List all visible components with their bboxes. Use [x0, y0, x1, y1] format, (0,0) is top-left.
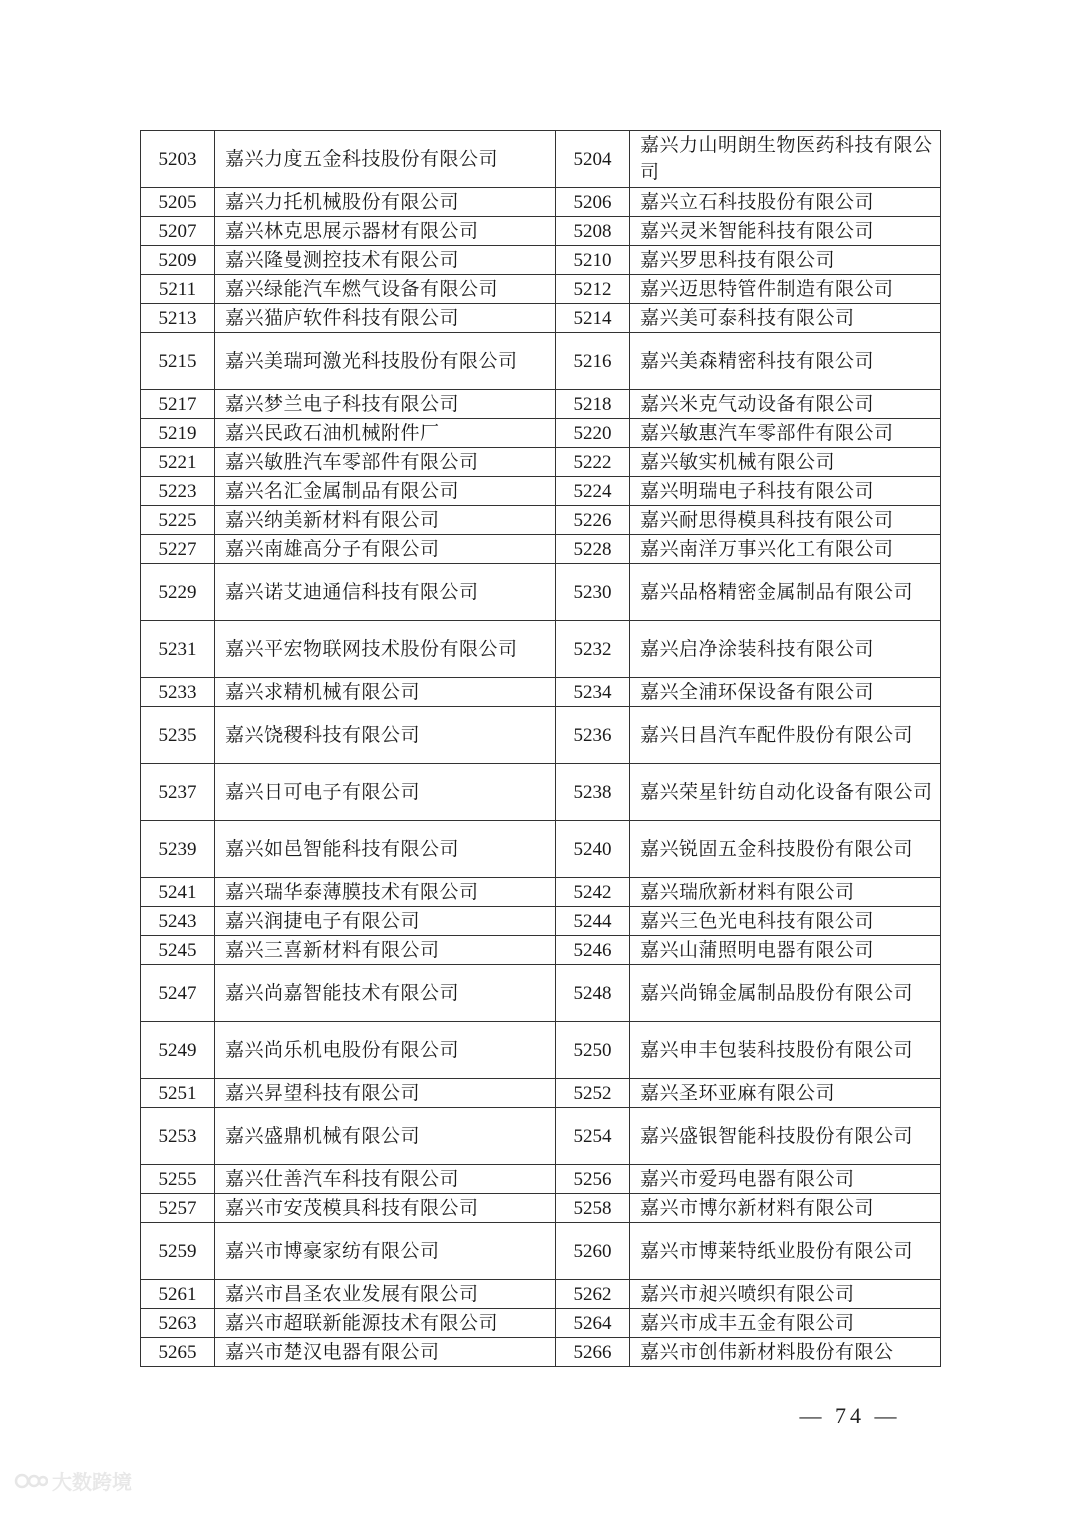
table-row [141, 217, 941, 246]
table-row [141, 333, 941, 390]
company-name-right: 嘉兴南洋万事兴化工有限公司 [630, 535, 941, 564]
company-name-right: 嘉兴美可泰科技有限公司 [630, 304, 941, 333]
row-number-left: 5205 [141, 188, 215, 217]
row-number-left: 5239 [141, 821, 215, 878]
company-name-left: 嘉兴润捷电子有限公司 [215, 907, 556, 936]
company-name-right: 嘉兴市博莱特纸业股份有限公司 [630, 1223, 941, 1280]
company-name-right: 嘉兴力山明朗生物医药科技有限公司 [630, 131, 941, 188]
row-number-left: 5259 [141, 1223, 215, 1280]
row-number-right: 5216 [556, 333, 630, 390]
company-name-left: 嘉兴名汇金属制品有限公司 [215, 477, 556, 506]
company-name-right: 嘉兴瑞欣新材料有限公司 [630, 878, 941, 907]
row-number-left: 5257 [141, 1194, 215, 1223]
company-name-left: 嘉兴猫庐软件科技有限公司 [215, 304, 556, 333]
row-number-right: 5254 [556, 1108, 630, 1165]
table-row [141, 477, 941, 506]
company-name-right: 嘉兴市博尔新材料有限公司 [630, 1194, 941, 1223]
company-name-left: 嘉兴纳美新材料有限公司 [215, 506, 556, 535]
company-name-right: 嘉兴圣环亚麻有限公司 [630, 1079, 941, 1108]
company-name-right: 嘉兴罗思科技有限公司 [630, 246, 941, 275]
company-name-right: 嘉兴锐固五金科技股份有限公司 [630, 821, 941, 878]
company-name-right: 嘉兴启净涂装科技有限公司 [630, 621, 941, 678]
row-number-right: 5264 [556, 1309, 630, 1338]
company-name-left: 嘉兴如邑智能科技有限公司 [215, 821, 556, 878]
row-number-left: 5235 [141, 707, 215, 764]
company-name-left: 嘉兴敏胜汽车零部件有限公司 [215, 448, 556, 477]
row-number-left: 5265 [141, 1338, 215, 1367]
table-row [141, 419, 941, 448]
table-row [141, 188, 941, 217]
table-row [141, 448, 941, 477]
row-number-right: 5262 [556, 1280, 630, 1309]
company-name-left: 嘉兴求精机械有限公司 [215, 678, 556, 707]
company-name-left: 嘉兴尚嘉智能技术有限公司 [215, 965, 556, 1022]
row-number-left: 5237 [141, 764, 215, 821]
row-number-left: 5203 [141, 131, 215, 188]
company-name-left: 嘉兴尚乐机电股份有限公司 [215, 1022, 556, 1079]
table-row [141, 1108, 941, 1165]
company-name-right: 嘉兴敏实机械有限公司 [630, 448, 941, 477]
row-number-left: 5253 [141, 1108, 215, 1165]
row-number-right: 5228 [556, 535, 630, 564]
company-name-right: 嘉兴全浦环保设备有限公司 [630, 678, 941, 707]
company-name-left: 嘉兴三喜新材料有限公司 [215, 936, 556, 965]
table-row [141, 1280, 941, 1309]
company-name-right: 嘉兴申丰包装科技股份有限公司 [630, 1022, 941, 1079]
row-number-left: 5249 [141, 1022, 215, 1079]
company-name-left: 嘉兴饶稷科技有限公司 [215, 707, 556, 764]
table-row [141, 564, 941, 621]
row-number-left: 5227 [141, 535, 215, 564]
company-name-right: 嘉兴市爱玛电器有限公司 [630, 1165, 941, 1194]
company-name-left: 嘉兴力度五金科技股份有限公司 [215, 131, 556, 188]
table-row [141, 821, 941, 878]
table-row [141, 131, 941, 188]
table-row [141, 965, 941, 1022]
row-number-left: 5241 [141, 878, 215, 907]
row-number-left: 5247 [141, 965, 215, 1022]
table-row [141, 1079, 941, 1108]
row-number-right: 5234 [556, 678, 630, 707]
company-name-right: 嘉兴日昌汽车配件股份有限公司 [630, 707, 941, 764]
company-name-left: 嘉兴民政石油机械附件厂 [215, 419, 556, 448]
company-name-left: 嘉兴平宏物联网技术股份有限公司 [215, 621, 556, 678]
company-name-right: 嘉兴市创伟新材料股份有限公 [630, 1338, 941, 1367]
row-number-left: 5225 [141, 506, 215, 535]
table-row [141, 535, 941, 564]
table-row [141, 678, 941, 707]
row-number-left: 5233 [141, 678, 215, 707]
row-number-left: 5229 [141, 564, 215, 621]
table-row [141, 907, 941, 936]
row-number-left: 5263 [141, 1309, 215, 1338]
company-name-left: 嘉兴梦兰电子科技有限公司 [215, 390, 556, 419]
company-name-left: 嘉兴绿能汽车燃气设备有限公司 [215, 275, 556, 304]
watermark-logo-icon [14, 1471, 48, 1491]
row-number-right: 5208 [556, 217, 630, 246]
row-number-right: 5242 [556, 878, 630, 907]
row-number-left: 5215 [141, 333, 215, 390]
row-number-left: 5261 [141, 1280, 215, 1309]
table-row [141, 1165, 941, 1194]
company-name-left: 嘉兴市博豪家纺有限公司 [215, 1223, 556, 1280]
row-number-right: 5248 [556, 965, 630, 1022]
company-name-right: 嘉兴品格精密金属制品有限公司 [630, 564, 941, 621]
row-number-right: 5212 [556, 275, 630, 304]
company-name-right: 嘉兴敏惠汽车零部件有限公司 [630, 419, 941, 448]
row-number-right: 5244 [556, 907, 630, 936]
row-number-right: 5230 [556, 564, 630, 621]
row-number-left: 5213 [141, 304, 215, 333]
table-row [141, 390, 941, 419]
row-number-left: 5243 [141, 907, 215, 936]
company-name-right: 嘉兴山蒲照明电器有限公司 [630, 936, 941, 965]
row-number-left: 5255 [141, 1165, 215, 1194]
company-list-sheet [140, 130, 940, 1367]
row-number-right: 5220 [556, 419, 630, 448]
table-row [141, 275, 941, 304]
row-number-left: 5221 [141, 448, 215, 477]
company-name-left: 嘉兴市安茂模具科技有限公司 [215, 1194, 556, 1223]
company-name-right: 嘉兴三色光电科技有限公司 [630, 907, 941, 936]
company-name-right: 嘉兴美森精密科技有限公司 [630, 333, 941, 390]
watermark [14, 1466, 132, 1495]
table-row [141, 1194, 941, 1223]
page-number: — 74 — [799, 1403, 901, 1428]
row-number-right: 5252 [556, 1079, 630, 1108]
table-row [141, 1309, 941, 1338]
table-row [141, 621, 941, 678]
company-name-right: 嘉兴米克气动设备有限公司 [630, 390, 941, 419]
company-name-right: 嘉兴明瑞电子科技有限公司 [630, 477, 941, 506]
company-name-left: 嘉兴力托机械股份有限公司 [215, 188, 556, 217]
company-name-left: 嘉兴美瑞珂激光科技股份有限公司 [215, 333, 556, 390]
company-list-body [141, 131, 941, 1367]
company-name-right: 嘉兴立石科技股份有限公司 [630, 188, 941, 217]
row-number-left: 5251 [141, 1079, 215, 1108]
company-name-right: 嘉兴灵米智能科技有限公司 [630, 217, 941, 246]
company-name-left: 嘉兴瑞华泰薄膜技术有限公司 [215, 878, 556, 907]
row-number-right: 5226 [556, 506, 630, 535]
table-row [141, 707, 941, 764]
row-number-right: 5204 [556, 131, 630, 188]
watermark-text: 大数跨境 [52, 1470, 132, 1494]
row-number-left: 5219 [141, 419, 215, 448]
row-number-right: 5224 [556, 477, 630, 506]
table-row [141, 936, 941, 965]
company-name-right: 嘉兴耐思得模具科技有限公司 [630, 506, 941, 535]
company-name-left: 嘉兴诺艾迪通信科技有限公司 [215, 564, 556, 621]
row-number-right: 5232 [556, 621, 630, 678]
table-row [141, 1022, 941, 1079]
row-number-left: 5217 [141, 390, 215, 419]
company-name-left: 嘉兴昇望科技有限公司 [215, 1079, 556, 1108]
company-list-table [140, 130, 941, 1367]
row-number-right: 5238 [556, 764, 630, 821]
row-number-right: 5250 [556, 1022, 630, 1079]
row-number-right: 5214 [556, 304, 630, 333]
company-name-right: 嘉兴尚锦金属制品股份有限公司 [630, 965, 941, 1022]
table-row [141, 1338, 941, 1367]
company-name-left: 嘉兴林克思展示器材有限公司 [215, 217, 556, 246]
company-name-left: 嘉兴盛鼎机械有限公司 [215, 1108, 556, 1165]
company-name-left: 嘉兴仕善汽车科技有限公司 [215, 1165, 556, 1194]
table-row [141, 506, 941, 535]
company-name-left: 嘉兴隆曼测控技术有限公司 [215, 246, 556, 275]
company-name-left: 嘉兴市楚汉电器有限公司 [215, 1338, 556, 1367]
row-number-right: 5246 [556, 936, 630, 965]
row-number-right: 5206 [556, 188, 630, 217]
table-row [141, 304, 941, 333]
row-number-left: 5211 [141, 275, 215, 304]
company-name-right: 嘉兴盛银智能科技股份有限公司 [630, 1108, 941, 1165]
row-number-left: 5223 [141, 477, 215, 506]
company-name-right: 嘉兴市成丰五金有限公司 [630, 1309, 941, 1338]
row-number-right: 5236 [556, 707, 630, 764]
row-number-left: 5209 [141, 246, 215, 275]
company-name-left: 嘉兴南雄高分子有限公司 [215, 535, 556, 564]
row-number-right: 5266 [556, 1338, 630, 1367]
table-row [141, 246, 941, 275]
table-row [141, 878, 941, 907]
row-number-left: 5231 [141, 621, 215, 678]
company-name-left: 嘉兴市昌圣农业发展有限公司 [215, 1280, 556, 1309]
company-name-right: 嘉兴迈思特管件制造有限公司 [630, 275, 941, 304]
row-number-right: 5258 [556, 1194, 630, 1223]
row-number-right: 5256 [556, 1165, 630, 1194]
row-number-right: 5218 [556, 390, 630, 419]
company-name-left: 嘉兴市超联新能源技术有限公司 [215, 1309, 556, 1338]
company-name-left: 嘉兴日可电子有限公司 [215, 764, 556, 821]
row-number-left: 5207 [141, 217, 215, 246]
company-name-right: 嘉兴市昶兴喷织有限公司 [630, 1280, 941, 1309]
table-row [141, 1223, 941, 1280]
row-number-right: 5210 [556, 246, 630, 275]
row-number-left: 5245 [141, 936, 215, 965]
row-number-right: 5240 [556, 821, 630, 878]
row-number-right: 5222 [556, 448, 630, 477]
table-row [141, 764, 941, 821]
company-name-right: 嘉兴荣星针纺自动化设备有限公司 [630, 764, 941, 821]
row-number-right: 5260 [556, 1223, 630, 1280]
